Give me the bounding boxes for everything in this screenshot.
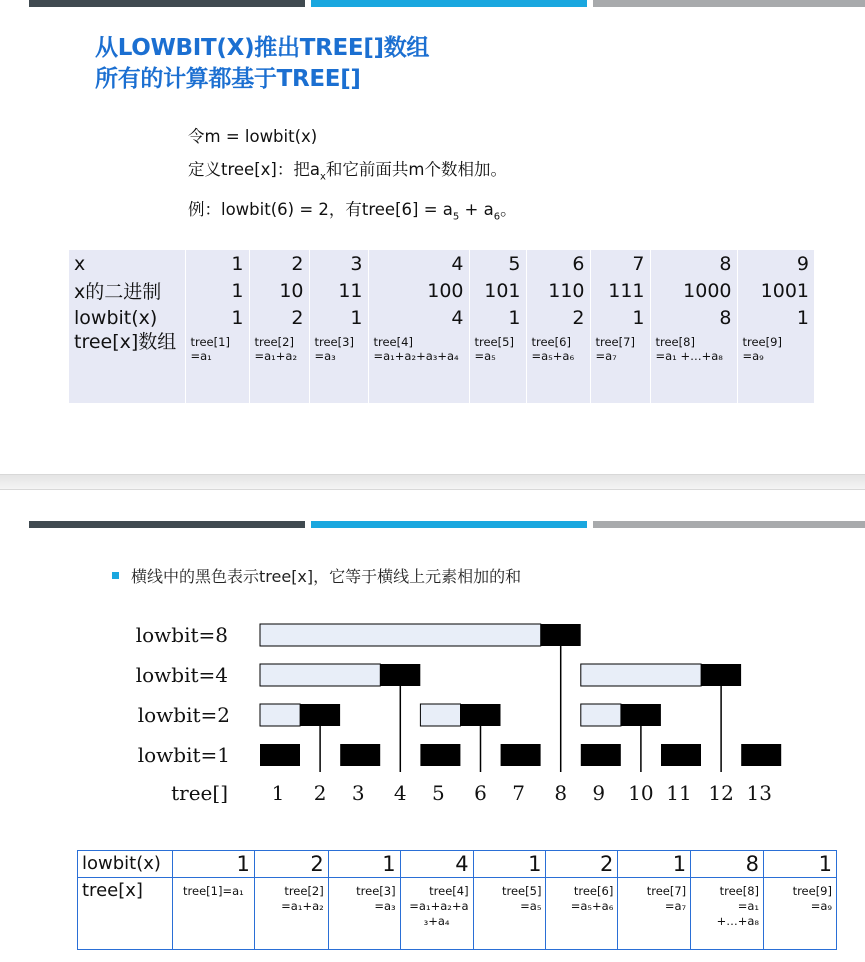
tree-node-box [340, 744, 380, 766]
table2-tree-line: tree[7] [646, 884, 687, 898]
table2-tree-cell [546, 878, 618, 950]
range-bar [260, 624, 541, 646]
lowbit-cell: 1 [737, 304, 814, 331]
example-sub-1: 5 [452, 211, 460, 223]
tree-cell [526, 331, 590, 403]
table2-tree-line: =a₇ [664, 899, 687, 913]
table2-tree-line: =a₁ [737, 899, 760, 913]
slide-title [95, 33, 429, 95]
tree-cell-name: tree[2] [254, 335, 294, 349]
table2-tree-cell [618, 878, 691, 950]
index-label: 5 [432, 781, 445, 805]
table2-lowbit-cell: 8 [691, 851, 764, 878]
tree-cell-name: tree[7] [595, 335, 635, 349]
tree-cell [650, 331, 737, 403]
index-label: 3 [351, 781, 365, 805]
table2-lowbit-cell: 1 [328, 851, 400, 878]
tree-cell-expr: =a₉ [742, 349, 764, 363]
table2-tree-line: +…+a₈ [716, 914, 760, 928]
tree-cell-expr: =a₁ [190, 349, 212, 363]
table-row-tree [69, 331, 814, 403]
index-label: 1 [271, 781, 285, 805]
table2-tree-line: =a₃ [374, 899, 396, 913]
binary-cell: 100 [368, 277, 469, 304]
range-bar [260, 704, 300, 726]
example-text-end: 。 [500, 200, 517, 220]
def-tree-sub: x [319, 171, 326, 183]
header-bar-gray-2 [593, 521, 865, 528]
binary-cell: 111 [590, 277, 650, 304]
lowbit-cell: 1 [309, 304, 368, 331]
lowbit-cell: 1 [185, 304, 249, 331]
table2-tree-line: ₃+a₄ [423, 914, 450, 928]
lowbit-cell: 2 [526, 304, 590, 331]
tree-cell-name: tree[3] [314, 335, 354, 349]
table2-tree-line: =a₅ [520, 899, 542, 913]
definition-example [188, 193, 517, 233]
table2-lowbit-cell: 2 [254, 851, 328, 878]
tree-cell-expr: =a₁+a₂+a₃+a₄ [373, 349, 459, 363]
index-label: 8 [554, 781, 568, 805]
range-bar [260, 664, 380, 686]
tree-cell-name: tree[8] [655, 335, 695, 349]
index-label: 6 [474, 781, 487, 805]
binary-cell: 1000 [650, 277, 737, 304]
row-label: lowbit=2 [137, 703, 230, 727]
header-bar-dark-2 [29, 521, 305, 528]
tree-cell [469, 331, 526, 403]
tree-cell-expr: =a₅ [474, 349, 496, 363]
table2-lowbit-cell: 1 [172, 851, 254, 878]
x-cell: 9 [737, 250, 814, 277]
table2-tree-cell [172, 878, 254, 950]
range-bar [420, 704, 460, 726]
x-cell: 5 [469, 250, 526, 277]
slide-title-line1: 从LOWBIT(X)推出TREE[]数组 [95, 35, 430, 61]
index-label: 2 [313, 781, 327, 805]
binary-cell: 1 [185, 277, 249, 304]
tree-cell-name: tree[6] [531, 335, 571, 349]
tree-cell-expr: =a₇ [595, 349, 617, 363]
range-bar [581, 704, 621, 726]
bullet-square-icon [112, 572, 119, 579]
table-row-binary [69, 277, 814, 304]
tree-cell-name: tree[9] [742, 335, 782, 349]
tree-cell-name: tree[4] [373, 335, 413, 349]
table2-tree-line: =a₁+a₂ [281, 899, 324, 913]
table2-tree-line: tree[6] [573, 884, 614, 898]
index-label: 9 [592, 781, 606, 805]
row-label: lowbit=4 [135, 663, 228, 687]
tree-cell-name: tree[5] [474, 335, 514, 349]
tree-diagram [0, 600, 865, 810]
table2-tree-line: =a₅+a₆ [570, 899, 614, 913]
lowbit-tree-table [77, 850, 837, 950]
header-bar-blue-2 [311, 521, 587, 528]
table2-tree-line: tree[4] [429, 884, 469, 898]
tree-cell [368, 331, 469, 403]
binary-cell: 101 [469, 277, 526, 304]
table2-tree-line: =a₉ [810, 899, 832, 913]
binary-cell: 11 [309, 277, 368, 304]
x-cell: 4 [368, 250, 469, 277]
table2-tree-cell [691, 878, 764, 950]
tree-cell-expr: =a₅+a₆ [531, 349, 575, 363]
example-text-a: 例：lowbit(6) = 2，有tree[6] = a [188, 200, 453, 220]
table2-lowbit-cell: 2 [546, 851, 618, 878]
binary-cell: 1001 [737, 277, 814, 304]
slide-separator [0, 474, 865, 490]
header-bar-blue [311, 0, 587, 7]
slide-title-line2: 所有的计算都基于TREE[] [95, 66, 361, 92]
index-label: 10 [628, 781, 654, 805]
tree-cell-expr: =a₁ +…+a₈ [655, 349, 723, 363]
tree-node-box [501, 744, 541, 766]
lowbit-cell: 1 [590, 304, 650, 331]
tree-node-box [380, 664, 420, 686]
tree-cell [185, 331, 249, 403]
tree-cell [309, 331, 368, 403]
definitions [188, 120, 517, 234]
table2-tree-line: tree[2] [284, 884, 324, 898]
header-bar-gray [593, 0, 865, 7]
tree-node-box [300, 704, 340, 726]
table2-row-tree [78, 878, 837, 950]
lowbit-cell: 1 [469, 304, 526, 331]
table2-tree-line: tree[8] [719, 884, 760, 898]
range-bar [581, 664, 701, 686]
index-label: 13 [746, 781, 772, 805]
axis-label: tree[] [171, 781, 228, 805]
tree-node-box [581, 744, 621, 766]
binary-cell: 110 [526, 277, 590, 304]
table2-header-lowbit: lowbit(x) [78, 851, 173, 878]
tree-cell [249, 331, 309, 403]
row-header-lowbit: lowbit(x) [74, 306, 158, 329]
x-cell: 3 [309, 250, 368, 277]
table2-tree-cell [400, 878, 473, 950]
example-sub-2: 6 [493, 211, 501, 223]
lowbit-cell: 4 [368, 304, 469, 331]
table2-tree-cell [254, 878, 328, 950]
tree-node-box [661, 744, 701, 766]
tree-cell [590, 331, 650, 403]
table2-lowbit-cell: 1 [764, 851, 837, 878]
index-label: 7 [512, 781, 525, 805]
tree-node-box [461, 704, 501, 726]
table2-header-tree: tree[x] [78, 878, 173, 950]
lowbit-cell: 2 [249, 304, 309, 331]
table-row-x [69, 250, 814, 277]
def-tree-text-a: 定义tree[x]：把a [188, 160, 320, 179]
x-cell: 7 [590, 250, 650, 277]
table2-tree-cell [473, 878, 546, 950]
table2-tree-cell [764, 878, 837, 950]
index-label: 12 [708, 781, 734, 805]
table2-tree-line: tree[5] [502, 884, 542, 898]
tree-node-box [701, 664, 741, 686]
table2-lowbit-cell: 1 [473, 851, 546, 878]
example-text-mid: + a [459, 200, 494, 220]
definition-tree [188, 153, 517, 193]
tree-node-box [541, 624, 581, 646]
table2-tree-line: tree[9] [792, 884, 832, 898]
row-label: lowbit=8 [135, 623, 228, 647]
tree-cell-name: tree[1] [190, 335, 230, 349]
table-row-lowbit [69, 304, 814, 331]
header-bar-dark [29, 0, 305, 7]
table2-tree-line: =a₁+a₂+a [409, 899, 469, 913]
table2-lowbit-cell: 1 [618, 851, 691, 878]
row-header-tree: tree[x]数组 [74, 331, 177, 353]
table2-tree-line: tree[1]=a₁ [183, 884, 244, 898]
lowbit-cell: 8 [650, 304, 737, 331]
x-cell: 6 [526, 250, 590, 277]
index-label: 11 [666, 781, 692, 805]
table2-tree-cell [328, 878, 400, 950]
tree-node-box [420, 744, 460, 766]
bullet-point [112, 564, 521, 587]
table2-lowbit-cell: 4 [400, 851, 473, 878]
tree-node-box [741, 744, 781, 766]
tree-cell [737, 331, 814, 403]
row-header-binary: x的二进制 [74, 281, 162, 303]
lowbit-table [69, 250, 814, 403]
def-tree-text-b: 和它前面共m个数相加。 [325, 160, 507, 179]
definition-m: 令m = lowbit(x) [188, 127, 318, 146]
table2-row-lowbit [78, 851, 837, 878]
x-cell: 8 [650, 250, 737, 277]
tree-node-box [260, 744, 300, 766]
bullet-text: 横线中的黑色表示tree[x]，它等于横线上元素相加的和 [131, 567, 522, 586]
row-label: lowbit=1 [137, 743, 230, 767]
index-label: 4 [393, 781, 407, 805]
x-cell: 2 [249, 250, 309, 277]
table2-tree-line: tree[3] [356, 884, 396, 898]
x-cell: 1 [185, 250, 249, 277]
binary-cell: 10 [249, 277, 309, 304]
tree-cell-expr: =a₃ [314, 349, 336, 363]
row-header-x: x [74, 252, 86, 275]
tree-cell-expr: =a₁+a₂ [254, 349, 298, 363]
tree-node-box [621, 704, 661, 726]
